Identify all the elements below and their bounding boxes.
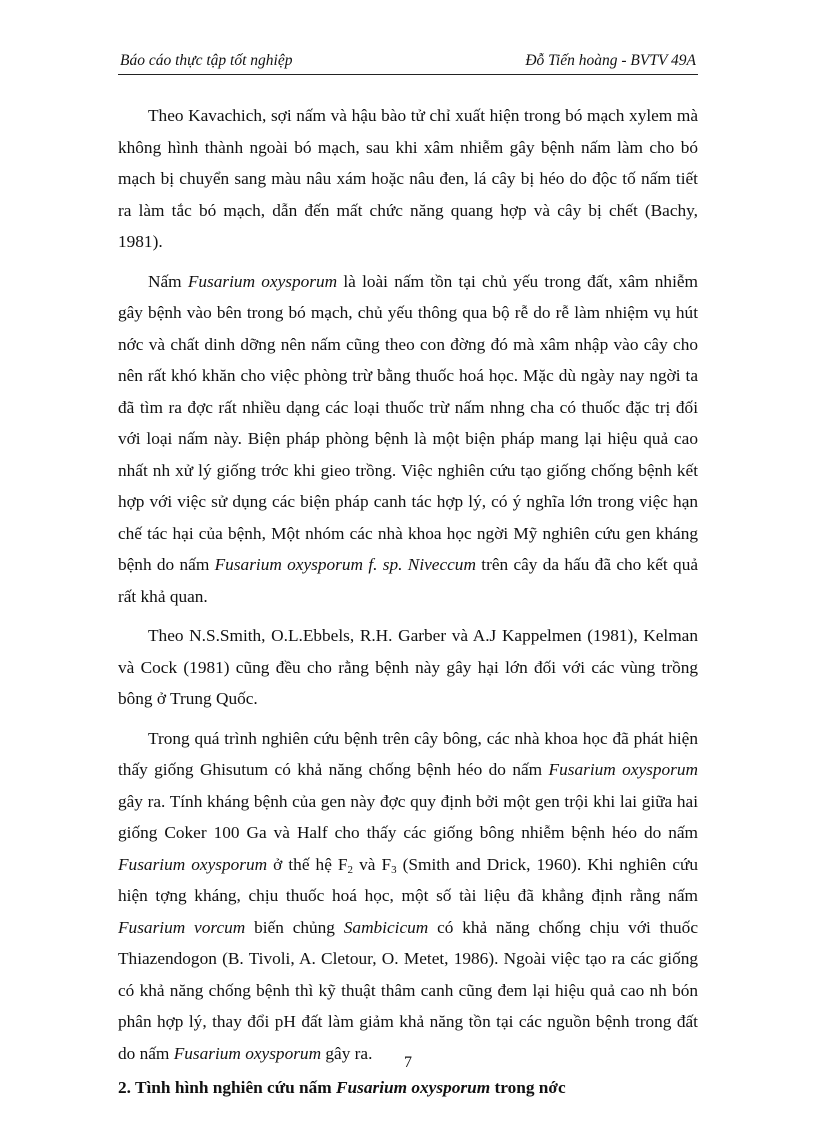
- species-name: Fusarium oxysporum: [548, 760, 698, 779]
- p4-text-e: (Smith and Drick, 1960). Khi nghiên cứu hiện tợng kháng, chịu thuốc hoá học, một số tài liệu đã khẳng định rằng nấm: [118, 854, 698, 905]
- species-name: Fusarium oxysporum: [173, 1043, 322, 1063]
- header-author: Đỗ Tiến hoàng - BVTV 49A: [525, 52, 696, 69]
- p4-text-g: có khả năng chống chịu với thuốc Thiazendogon (B. Tivoli, A. Cletour, O. Metet, 1986). Ngoài việc tạo ra các giống có khả năng chống bệnh thì kỹ thuật thâm canh cũng đem lại hiệu quả cao nh bón phân hợp lý, thay đổi pH đất làm giảm khả năng tồn tại các nguồn bệnh trong đất do nấm: [118, 917, 698, 1063]
- page-number: 7: [404, 1054, 412, 1071]
- page-header: [118, 50, 698, 75]
- p2-text-a: Nấm: [148, 271, 188, 291]
- heading-text-a: 2. Tình hình nghiên cứu nấm: [118, 1078, 336, 1097]
- species-name: Fusarium oxysporum: [118, 854, 268, 874]
- p4-text-f: biến chủng: [245, 917, 344, 937]
- section-heading: [118, 1073, 698, 1103]
- p4-text-b: gây ra. Tính kháng bệnh của gen này đợc quy định bởi một gen trội khi lai giữa hai giống Coker 100 Ga và Half cho thấy các giống bông nhiễm bệnh héo do nấm: [118, 791, 698, 842]
- species-name: Fusarium oxysporum f. sp. Niveccum: [214, 555, 476, 574]
- subscript: 2: [347, 863, 354, 876]
- p4-text-c: ở thế hệ F: [267, 854, 348, 874]
- subscript: 3: [391, 863, 397, 876]
- p4-text-d: và F: [353, 854, 392, 874]
- p2-text-b: là loài nấm tồn tại chủ yếu trong đất, xâm nhiễm gây bệnh vào bên trong bó mạch, chủ yếu thông qua bộ rễ do rễ làm nhiệm vụ hút nớc và chất dinh dỡng nên nấm cũng theo con đờng đó mà xâm nhập vào cây cho nên rất khó khăn cho việc phòng trừ bằng thuốc hoá học. Mặc dù ngày nay ngời ta đã tìm ra đợc rất nhiều dạng các loại thuốc trừ nấm nhng cha có thuốc đặc trị đối với loại nấm này. Biện pháp phòng bệnh là một biện pháp mang lại hiệu quả cao nhất nh xử lý giống trớc khi gieo trồng. Việc nghiên cứu tạo giống chống bệnh kết hợp với việc sử dụng các biện pháp canh tác hợp lý, có ý nghĩa lớn trong việc hạn chế tác hại của bệnh, Một nhóm các nhà khoa học ngời Mỹ nghiên cứu gen kháng bệnh do nấm: [118, 271, 698, 574]
- paragraph-4: [118, 723, 698, 1070]
- header-report-title: Báo cáo thực tập tốt nghiệp: [120, 52, 293, 69]
- paragraph-3: Theo N.S.Smith, O.L.Ebbels, R.H. Garber và A.J Kappelmen (1981), Kelman và Cock (1981) cũng đều cho rằng bệnh này gây hại lớn đối với các vùng trồng bông ở Trung Quốc.: [118, 626, 698, 708]
- page-body: [118, 100, 698, 1103]
- species-name: Fusarium vorcum: [118, 917, 246, 937]
- p2-text-c: trên cây da hấu đã cho kết quả rất khả quan.: [118, 555, 699, 606]
- heading-text-b: trong nớc: [490, 1078, 566, 1097]
- p4-text-a: Trong quá trình nghiên cứu bệnh trên cây bông, các nhà khoa học đã phát hiện thấy giống Ghisutum có khả năng chống bệnh héo do nấm: [118, 728, 698, 779]
- paragraph-2: [118, 266, 698, 613]
- paragraph-1: Theo Kavachich, sợi nấm và hậu bào tử chỉ xuất hiện trong bó mạch xylem mà không hình thành ngoài bó mạch, sau khi xâm nhiễm gây bệnh nấm làm cho bó mạch bị chuyển sang màu nâu xám hoặc nâu đen, lá cây bị héo do độc tố nấm tiết ra làm tắc bó mạch, dẫn đến mất chức năng quang hợp và cây bị chết (Bachy, 1981).: [118, 106, 698, 251]
- heading-species-name: Fusarium oxysporum: [336, 1078, 491, 1097]
- p4-text-h: gây ra.: [321, 1043, 373, 1063]
- species-name: Fusarium oxysporum: [187, 271, 338, 291]
- species-name: Sambicicum: [343, 917, 429, 937]
